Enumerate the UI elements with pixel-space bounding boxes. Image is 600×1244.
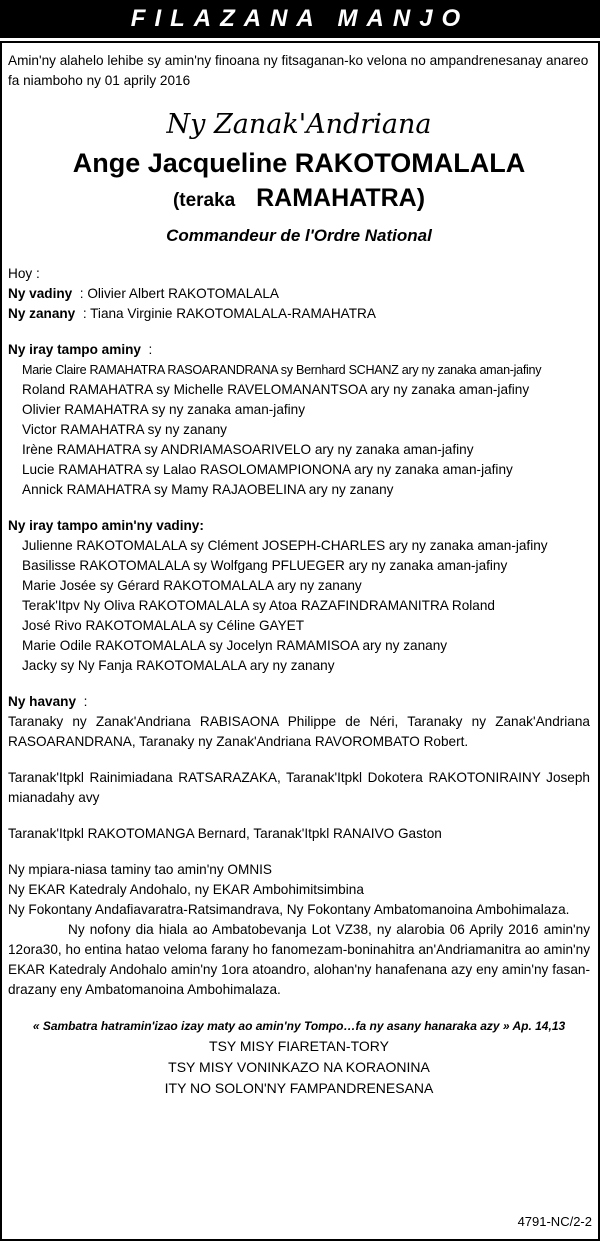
- maiden-surname: RAMAHATRA): [256, 184, 426, 212]
- family-section: [8, 264, 590, 324]
- deceased-name: Ange Jacqueline RAKOTOMALALA: [72, 148, 526, 178]
- in-laws-list: [8, 536, 590, 676]
- relatives-heading-suffix: :: [83, 694, 88, 709]
- list-item: Jacky sy Ny Fanja RAKOTOMALALA ary ny zanany: [22, 658, 335, 673]
- children-value: : Tiana Virginie RAKOTOMALALA-RAMAHATRA: [82, 306, 376, 321]
- in-laws-section: [8, 516, 590, 676]
- associates-section: [8, 860, 590, 920]
- list-item: Marie Josée sy Gérard RAKOTOMALALA ary ny zanany: [22, 578, 362, 593]
- relatives-paragraph-1: Taranaky ny Zanak'Andriana RABISAONA Philippe de Néri, Taranaky ny Zanak'Andriana RASOARANDRANA, Taranaky ny Zanak'Andriana RAVOROMBATO Robert.: [8, 714, 590, 749]
- relatives-section: [8, 692, 590, 844]
- husband-value: : Olivier Albert RAKOTOMALALA: [79, 286, 279, 301]
- list-item: Victor RAMAHATRA sy ny zanany: [22, 422, 227, 437]
- relatives-heading: Ny havany: [8, 694, 77, 709]
- announcement-content: [8, 51, 590, 1099]
- intro-text: Amin'ny alahelo lehibe sy amin'ny finoana ny fitsaganan-ko velona no ampandrenesanay anareo fa niamboho ny 01 aprily 2016: [8, 53, 589, 88]
- siblings-heading-suffix: :: [148, 342, 153, 357]
- closing-line-3: ITY NO SOLON'NY FAMPANDRENESANA: [164, 1080, 434, 1096]
- list-item: Lucie RAMAHATRA sy Lalao RASOLOMAMPIONONA ary ny zanaka aman-jafiny: [22, 462, 513, 477]
- list-item: Irène RAMAHATRA sy ANDRIAMASOARIVELO ary ny zanaka aman-jafiny: [22, 442, 474, 457]
- siblings-section: [8, 340, 590, 500]
- siblings-list: [8, 360, 590, 500]
- list-item: José Rivo RAKOTOMALALA sy Céline GAYET: [22, 618, 305, 633]
- maiden-prefix: (teraka: [172, 190, 236, 211]
- associates-line-3: Ny Fokontany Andafiavaratra-Ratsimandrava, Ny Fokontany Ambatomanoina Ambohimalaza.: [8, 902, 570, 917]
- siblings-heading: Ny iray tampo aminy: [8, 342, 141, 357]
- list-item: Terak'Itpv Ny Oliva RAKOTOMALALA sy Atoa RAZAFINDRAMANITRA Roland: [22, 598, 495, 613]
- announcement-frame: [0, 41, 600, 1241]
- deceased-honor: Commandeur de l'Ordre National: [166, 226, 432, 245]
- list-item: Roland RAMAHATRA sy Michelle RAVELOMANANTSOA ary ny zanaka aman-jafiny: [22, 382, 530, 397]
- list-item: Annick RAMAHATRA sy Mamy RAJAOBELINA ary ny zanany: [22, 482, 394, 497]
- associates-line-1: Ny mpiara-niasa taminy tao amin'ny OMNIS: [8, 862, 272, 877]
- husband-row: [8, 284, 590, 304]
- associates-line-2: Ny EKAR Katedraly Andohalo, ny EKAR Ambohimitsimbina: [8, 882, 364, 897]
- funeral-details: Ny nofony dia hiala ao Ambatobevanja Lot VZ38, ny alarobia 06 Aprily 2016 amin'ny 12ora30, ho entina hatao veloma farany ho fanomezam-boninahitra an'Andriamanitra ao amin'ny EKAR Katedraly Andohalo amin'ny 1ora atoandro, alohan'ny hanafenana azy eny amin'ny fasan-drazany eny Ambatomanoina Ambohimalaza.: [8, 922, 590, 997]
- deceased-maiden-name: [8, 181, 590, 218]
- reference-number: 4791-NC/2-2: [517, 1214, 592, 1229]
- header-title: FILAZANA MANJO: [130, 5, 470, 32]
- husband-label: Ny vadiny: [8, 286, 73, 301]
- list-item: Basilisse RAKOTOMALALA sy Wolfgang PFLUEGER ary ny zanaka aman-jafiny: [22, 558, 508, 573]
- bible-verse: « Sambatra hatramin'izao izay maty ao amin'ny Tompo…fa ny asany hanaraka azy » Ap. 14,13: [32, 1019, 566, 1033]
- list-item: Marie Odile RAKOTOMALALA sy Jocelyn RAMAMISOA ary ny zanany: [22, 638, 448, 653]
- announcement-header: [0, 0, 600, 38]
- list-item: Olivier RAMAHATRA sy ny zanaka aman-jafiny: [22, 402, 306, 417]
- deceased-title: Ny Zanak'Andriana: [166, 109, 432, 140]
- children-label: Ny zanany: [8, 306, 76, 321]
- list-item: Julienne RAKOTOMALALA sy Clément JOSEPH-CHARLES ary ny zanaka aman-jafiny: [22, 538, 548, 553]
- closing-line-1: TSY MISY FIARETAN-TORY: [209, 1038, 389, 1054]
- relatives-paragraph-3: Taranak'Itpkl RAKOTOMANGA Bernard, Taranak'Itpkl RANAIVO Gaston: [8, 826, 442, 841]
- relatives-paragraph-2: Taranak'Itpkl Rainimiadana RATSARAZAKA, Taranak'Itpkl Dokotera RAKOTONIRAINY Joseph mianadahy avy: [8, 770, 590, 805]
- list-item: Marie Claire RAMAHATRA RASOARANDRANA sy Bernhard SCHANZ ary ny zanaka aman-jafiny: [22, 363, 542, 377]
- children-row: [8, 304, 590, 324]
- in-laws-heading: Ny iray tampo amin'ny vadiny:: [8, 518, 204, 533]
- hoy-label: Hoy :: [8, 266, 40, 281]
- closing-line-2: TSY MISY VONINKAZO NA KORAONINA: [168, 1059, 430, 1075]
